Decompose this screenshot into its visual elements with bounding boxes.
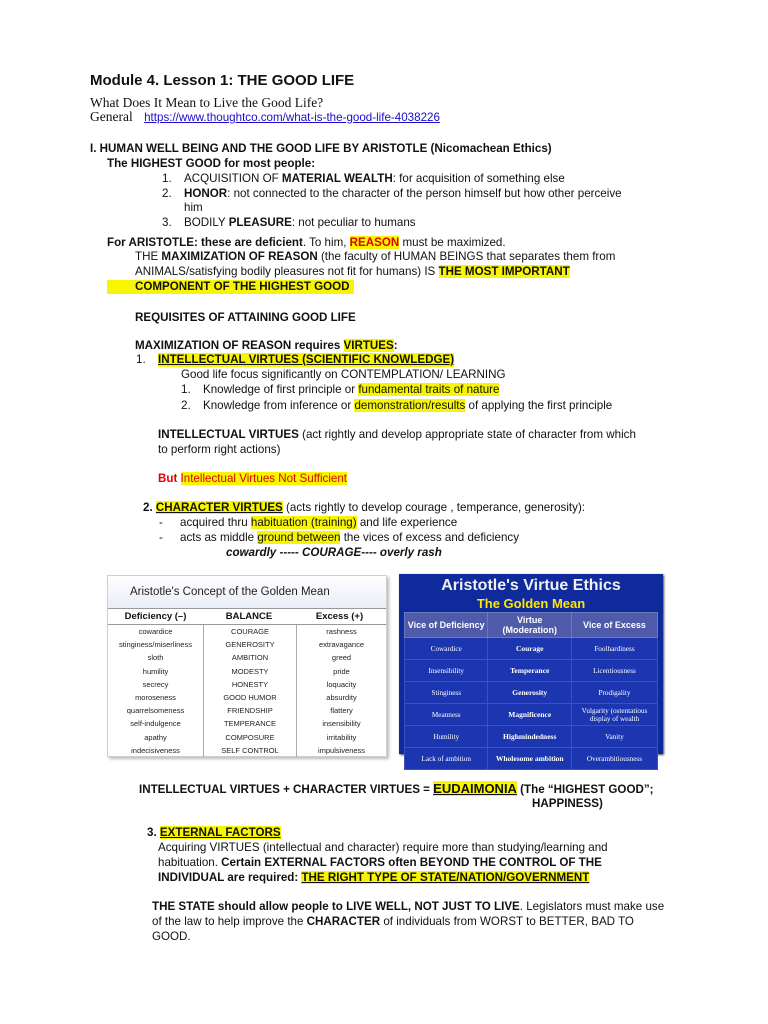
list-number: 2. [143, 501, 156, 514]
text-bold: INDIVIDUAL are required: [158, 871, 302, 884]
virtue-cell: Wholesome ambition [488, 748, 571, 770]
excess-cell: Vanity [571, 726, 657, 748]
deficiency-cell: secrecy [142, 679, 169, 689]
list-number: 2. [181, 399, 191, 412]
maximization-line-1 [135, 250, 615, 264]
character-virtues-line [143, 501, 585, 515]
list-number: 1. [181, 383, 191, 396]
page-title: Module 4. Lesson 1: THE GOOD LIFE [90, 72, 355, 89]
text: THE [135, 250, 162, 263]
excess-cell: flattery [330, 706, 353, 716]
text: : not peculiar to humans [291, 216, 416, 229]
deficiency-cell: humility [142, 666, 169, 676]
excess-cell: greed [331, 653, 352, 663]
virtue-ethics-table [399, 574, 663, 763]
text: the vices of excess and deficiency [340, 531, 519, 544]
knowledge-item-1 [181, 383, 500, 397]
section-heading: I. HUMAN WELL BEING AND THE GOOD LIFE BY ARISTOTLE (Nicomachean Ethics) [90, 142, 552, 155]
deficiency-cell: self-indulgence [130, 719, 181, 729]
balance-cell: COMPOSURE [225, 732, 275, 742]
intellectual-desc-1 [158, 428, 636, 442]
eudaimonia-line-2: HAPPINESS) [532, 797, 603, 810]
text: of applying the first principle [465, 399, 613, 412]
excess-column [297, 625, 386, 757]
virtue-ethics-title: Aristotle's Virtue Ethics [441, 577, 621, 594]
golden-mean-example: cowardly ----- COURAGE---- overly rash [226, 546, 442, 559]
balance-cell: GOOD HUMOR [223, 692, 277, 702]
external-line-2 [158, 856, 602, 870]
balance-cell: COURAGE [231, 627, 269, 636]
intellectual-desc-2: to perform right actions) [158, 443, 281, 456]
excess-cell: Foolhardiness [571, 638, 657, 660]
text-bold: MAXIMIZATION OF REASON [161, 250, 318, 263]
text-bold: MAXIMIZATION OF REASON requires [135, 339, 344, 352]
virtue-cell: Courage [488, 638, 571, 660]
virtue-ethics-grid [404, 612, 658, 770]
excess-cell: loquacity [326, 679, 357, 689]
balance-cell: SELF CONTROL [221, 745, 279, 755]
state-line-2 [152, 915, 634, 929]
text-highlight: habituation (training) [250, 516, 357, 529]
balance-cell: AMBITION [231, 653, 269, 663]
excess-cell: Overambitiousness [571, 748, 657, 770]
text-highlight: Intellectual Virtues Not Sufficient [180, 472, 348, 485]
text-bold: THE STATE should allow people to LIVE WELL, NOT JUST TO LIVE [152, 900, 520, 913]
list-text [184, 172, 565, 186]
text-bold: For ARISTOTLE: these are deficient [107, 236, 303, 249]
text: . Legislators must make use [519, 900, 665, 913]
focus-line: Good life focus significantly on CONTEMPLATION/ LEARNING [181, 368, 506, 381]
general-label: General [90, 109, 133, 124]
header-excess: Excess (+) [315, 611, 364, 622]
text: of individuals from WORST to BETTER, BAD TO [380, 915, 634, 928]
header-virtue: Virtue (Moderation) [488, 613, 571, 638]
reason-highlight: REASON [349, 236, 400, 249]
text: : [393, 339, 398, 352]
table-row [405, 682, 658, 704]
virtue-cell: Temperance [488, 660, 571, 682]
deficiency-cell: Insensibility [405, 660, 488, 682]
list-text [184, 187, 622, 201]
text-highlight: demonstration/results [354, 399, 466, 412]
intellectual-virtues-item [136, 353, 455, 367]
dash: - [159, 516, 163, 529]
state-line-1 [152, 900, 664, 914]
state-line-3: GOOD. [152, 930, 191, 943]
text: acquired thru [180, 516, 251, 529]
text-highlight: THE MOST IMPORTANT [438, 265, 570, 278]
balance-cell: HONESTY [231, 679, 269, 689]
header-balance: BALANCE [225, 611, 273, 622]
highest-good-label: The HIGHEST GOOD for most people: [107, 157, 316, 170]
table-row [405, 726, 658, 748]
deficiency-cell: indecisiveness [131, 745, 180, 755]
text-highlight: fundamental traits of nature [358, 383, 500, 396]
text: must be maximized. [399, 236, 506, 249]
virtue-ethics-body [405, 638, 658, 770]
deficiency-cell: Humility [405, 726, 488, 748]
excess-cell: insensibility [322, 719, 361, 729]
list-number: 3. [162, 216, 172, 229]
balance-column [203, 625, 297, 757]
balance-cell: MODESTY [231, 666, 269, 676]
character-dash-2 [159, 531, 519, 545]
list-item-2-cont: him [184, 201, 203, 214]
character-virtues-label: CHARACTER VIRTUES [155, 501, 283, 514]
virtue-cell: Generosity [488, 682, 571, 704]
excess-cell: Prodigality [571, 682, 657, 704]
virtues-highlight: VIRTUES [343, 339, 394, 352]
list-text [184, 216, 416, 230]
text: Knowledge of first principle or [203, 383, 359, 396]
deficiency-cell: stinginess/miserliness [119, 640, 192, 650]
knowledge-item-2 [181, 399, 613, 413]
text: . To him, [302, 236, 350, 249]
text: acts as middle [180, 531, 258, 544]
list-text [203, 399, 612, 413]
virtue-cell: Magnificence [488, 704, 571, 726]
excess-cell: Licentiousness [571, 660, 657, 682]
virtue-cell: Highmindedness [488, 726, 571, 748]
text-bold: INTELLECTUAL VIRTUES [158, 428, 299, 441]
character-dash-1 [159, 516, 458, 530]
virtues-requirement [135, 339, 398, 353]
header-vice-excess: Vice of Excess [571, 613, 657, 638]
text: and life experience [356, 516, 458, 529]
list-text [203, 383, 499, 397]
text: But [158, 472, 181, 485]
deficiency-cell: Stinginess [405, 682, 488, 704]
deficiency-column [108, 625, 203, 757]
dash: - [159, 531, 163, 544]
text: of the law to help improve the [152, 915, 307, 928]
header-deficiency: Deficiency (–) [124, 611, 187, 622]
general-link[interactable]: https://www.thoughtco.com/what-is-the-good-life-4038226 [144, 111, 440, 124]
eudaimonia-line [139, 782, 654, 797]
aristotle-line [107, 236, 506, 250]
maximization-line-2 [135, 265, 570, 279]
table-caption: Aristotle's Concept of the Golden Mean [108, 576, 386, 608]
intellectual-virtues-label: INTELLECTUAL VIRTUES (SCIENTIFIC KNOWLEDGE) [158, 353, 455, 366]
header-vice-deficiency: Vice of Deficiency [405, 613, 488, 638]
list-number: 1. [136, 353, 146, 366]
table-body [108, 625, 386, 757]
text-bold: Certain EXTERNAL FACTORS often BEYOND THE CONTROL OF THE [221, 856, 602, 869]
deficiency-cell: cowardice [138, 627, 173, 636]
golden-mean-table [107, 575, 387, 757]
not-sufficient-line [158, 472, 347, 486]
excess-cell: pride [333, 666, 350, 676]
list-number: 3. [147, 826, 160, 839]
deficiency-cell: Lack of ambition [405, 748, 488, 770]
list-item-2 [162, 187, 622, 201]
text: habituation. [158, 856, 222, 869]
external-factors-label: EXTERNAL FACTORS [159, 826, 281, 839]
deficiency-cell: Meanness [405, 704, 488, 726]
text: (acts rightly to develop courage , temperance, generosity): [282, 501, 586, 514]
deficiency-cell: apathy [144, 732, 167, 742]
external-factors-line [147, 826, 281, 840]
maximization-line-3: COMPONENT OF THE HIGHEST GOOD [107, 280, 354, 294]
list-number: 1. [162, 172, 172, 185]
virtue-ethics-subtitle: The Golden Mean [476, 596, 586, 611]
external-line-3 [158, 871, 589, 885]
list-number: 2. [162, 187, 172, 200]
excess-cell: irritability [326, 732, 357, 742]
text: (the faculty of HUMAN BEINGS that separates them from [317, 250, 616, 263]
balance-cell: FRIENDSHIP [227, 706, 273, 716]
text: : for acquisition of something else [392, 172, 565, 185]
excess-cell: rashness [326, 627, 357, 636]
list-text [180, 516, 457, 530]
text-bold: (The “HIGHEST GOOD”; [516, 783, 654, 796]
list-item-3 [162, 216, 416, 230]
text-highlight: ground between [257, 531, 341, 544]
eudaimonia-highlight: EUDAIMONIA [433, 781, 517, 796]
text-bold: INTELLECTUAL VIRTUES + CHARACTER VIRTUES = [139, 783, 434, 796]
deficiency-cell: Cowardice [405, 638, 488, 660]
text: Knowledge from inference or [203, 399, 355, 412]
text-highlight: THE RIGHT TYPE OF STATE/NATION/GOVERNMENT [301, 871, 590, 884]
list-text [180, 531, 519, 545]
deficiency-cell: quarrelsomeness [126, 706, 185, 716]
text: BODILY [184, 216, 229, 229]
text: ACQUISITION OF [184, 172, 282, 185]
table-row [405, 748, 658, 770]
table-row [405, 704, 658, 726]
text-bold: CHARACTER [306, 915, 381, 928]
text-bold: HONOR [184, 187, 228, 200]
general-line [90, 109, 440, 125]
deficiency-cell: sloth [147, 653, 164, 663]
table-header [108, 608, 386, 625]
excess-cell: impulsiveness [317, 745, 366, 755]
text-bold: PLEASURE [228, 216, 292, 229]
external-line-1: Acquiring VIRTUES (intellectual and character) require more than studying/learning and [158, 841, 608, 854]
excess-cell: extravagance [318, 640, 365, 650]
excess-cell: Vulgarity (ostentatious display of wealth [571, 704, 657, 726]
subtitle: What Does It Mean to Live the Good Life? [90, 95, 324, 110]
excess-cell: absurdity [326, 692, 357, 702]
table-row [405, 638, 658, 660]
text: : not connected to the character of the person himself but how other perceive [227, 187, 622, 200]
text: ANIMALS/satisfying bodily pleasures not fit for humans) IS [135, 265, 439, 278]
text-bold: MATERIAL WEALTH [281, 172, 393, 185]
deficiency-cell: moroseness [135, 692, 176, 702]
list-item-1 [162, 172, 565, 186]
table-row [405, 660, 658, 682]
balance-cell: TEMPERANCE [223, 719, 277, 729]
balance-cell: GENEROSITY [225, 640, 275, 650]
requisites-heading: REQUISITES OF ATTAINING GOOD LIFE [135, 311, 356, 324]
text: (act rightly and develop appropriate state of character from which [298, 428, 636, 441]
